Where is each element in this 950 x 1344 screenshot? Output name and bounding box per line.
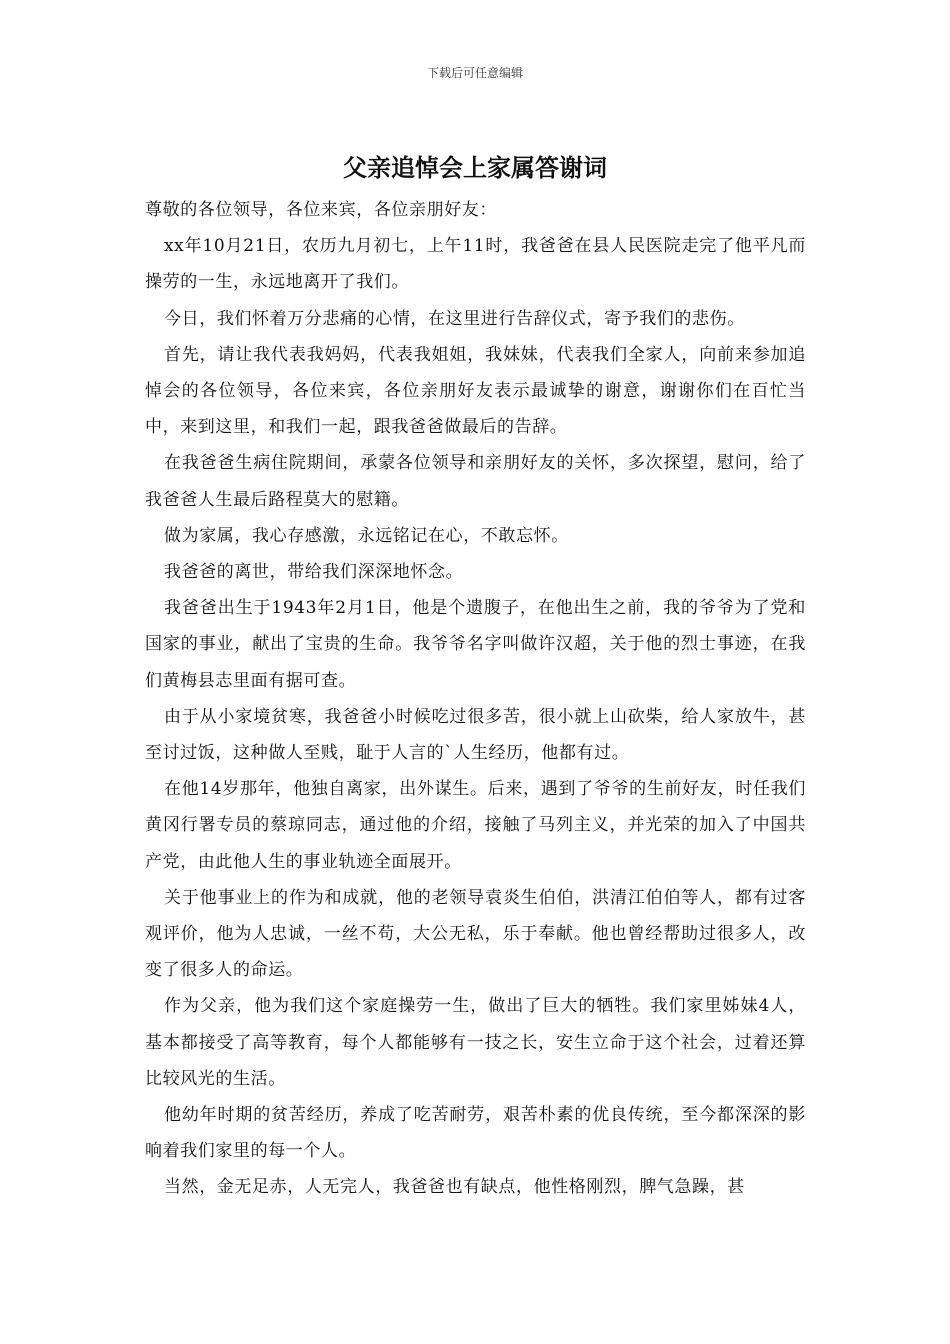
body-paragraph: 首先，请让我代表我妈妈，代表我姐姐，我妹妹，代表我们全家人，向前来参加追悼会的各位领导，各位来宾，各位亲朋好友表示最诚挚的谢意，谢谢你们在百忙当中，来到这里，和我们一起，跟我爸爸做最后的告辞。 [145, 344, 806, 438]
download-note: 下载后可任意编辑 [426, 66, 523, 80]
document-title: 父亲追悼会上家属答谢词 [343, 154, 607, 182]
body-paragraph: 在他14岁那年，他独自离家，出外谋生。后来，遇到了爷爷的生前好友，时任我们黄冈行署专员的蔡琼同志，通过他的介绍，接触了马列主义，并光荣的加入了中国共产党，由此他人生的事业轨迹全面展开。 [145, 779, 806, 872]
document-body [145, 192, 806, 1206]
body-paragraph: xx年10月21日，农历九月初七，上午11时，我爸爸在县人民医院走完了他平凡而操劳的一生，永远地离开了我们。 [145, 236, 806, 293]
body-paragraph: 我爸爸的离世，带给我们深深地怀念。 [164, 562, 464, 583]
body-paragraph: 做为家属，我心存感激，永远铭记在心，不敢忘怀。 [164, 525, 569, 546]
salutation-paragraph: 尊敬的各位领导，各位来宾，各位亲朋好友： [145, 200, 497, 220]
body-paragraph: 当然，金无足赤，人无完人，我爸爸也有缺点，他性格刚烈，脾气急躁，甚 [164, 1177, 745, 1198]
body-paragraph: 由于从小家境贫寒，我爸爸小时候吃过很多苦，很小就上山砍柴，给人家放牛，甚至讨过饭，这种做人至贱，耻于人言的`人生经历，他都有过。 [145, 706, 806, 764]
body-paragraph: 他幼年时期的贫苦经历，养成了吃苦耐劳，艰苦朴素的优良传统，至今都深深的影响着我们家里的每一个人。 [145, 1105, 806, 1162]
body-paragraph: 今日，我们怀着万分悲痛的心情，在这里进行告辞仪式，寄予我们的悲伤。 [164, 308, 745, 329]
body-paragraph: 作为父亲，他为我们这个家庭操劳一生，做出了巨大的牺牲。我们家里姊妹4人，基本都接受了高等教育，每个人都能够有一技之长，安生立命于这个社会，过着还算比较风光的生活。 [145, 996, 806, 1089]
body-paragraph: 我爸爸出生于1943年2月1日，他是个遗腹子，在他出生之前，我的爷爷为了党和国家的事业，献出了宝贵的生命。我爷爷名字叫做许汉超，关于他的烈士事迹，在我们黄梅县志里面有据可查。 [145, 598, 806, 691]
body-paragraph: 关于他事业上的作为和成就，他的老领导袁炎生伯伯，洪清江伯伯等人，都有过客观评价，他为人忠诚，一丝不苟，大公无私，乐于奉献。他也曾经帮助过很多人，改变了很多人的命运。 [145, 887, 806, 981]
body-paragraph: 在我爸爸生病住院期间，承蒙各位领导和亲朋好友的关怀，多次探望，慰问，给了我爸爸人生最后路程莫大的慰籍。 [145, 453, 806, 510]
